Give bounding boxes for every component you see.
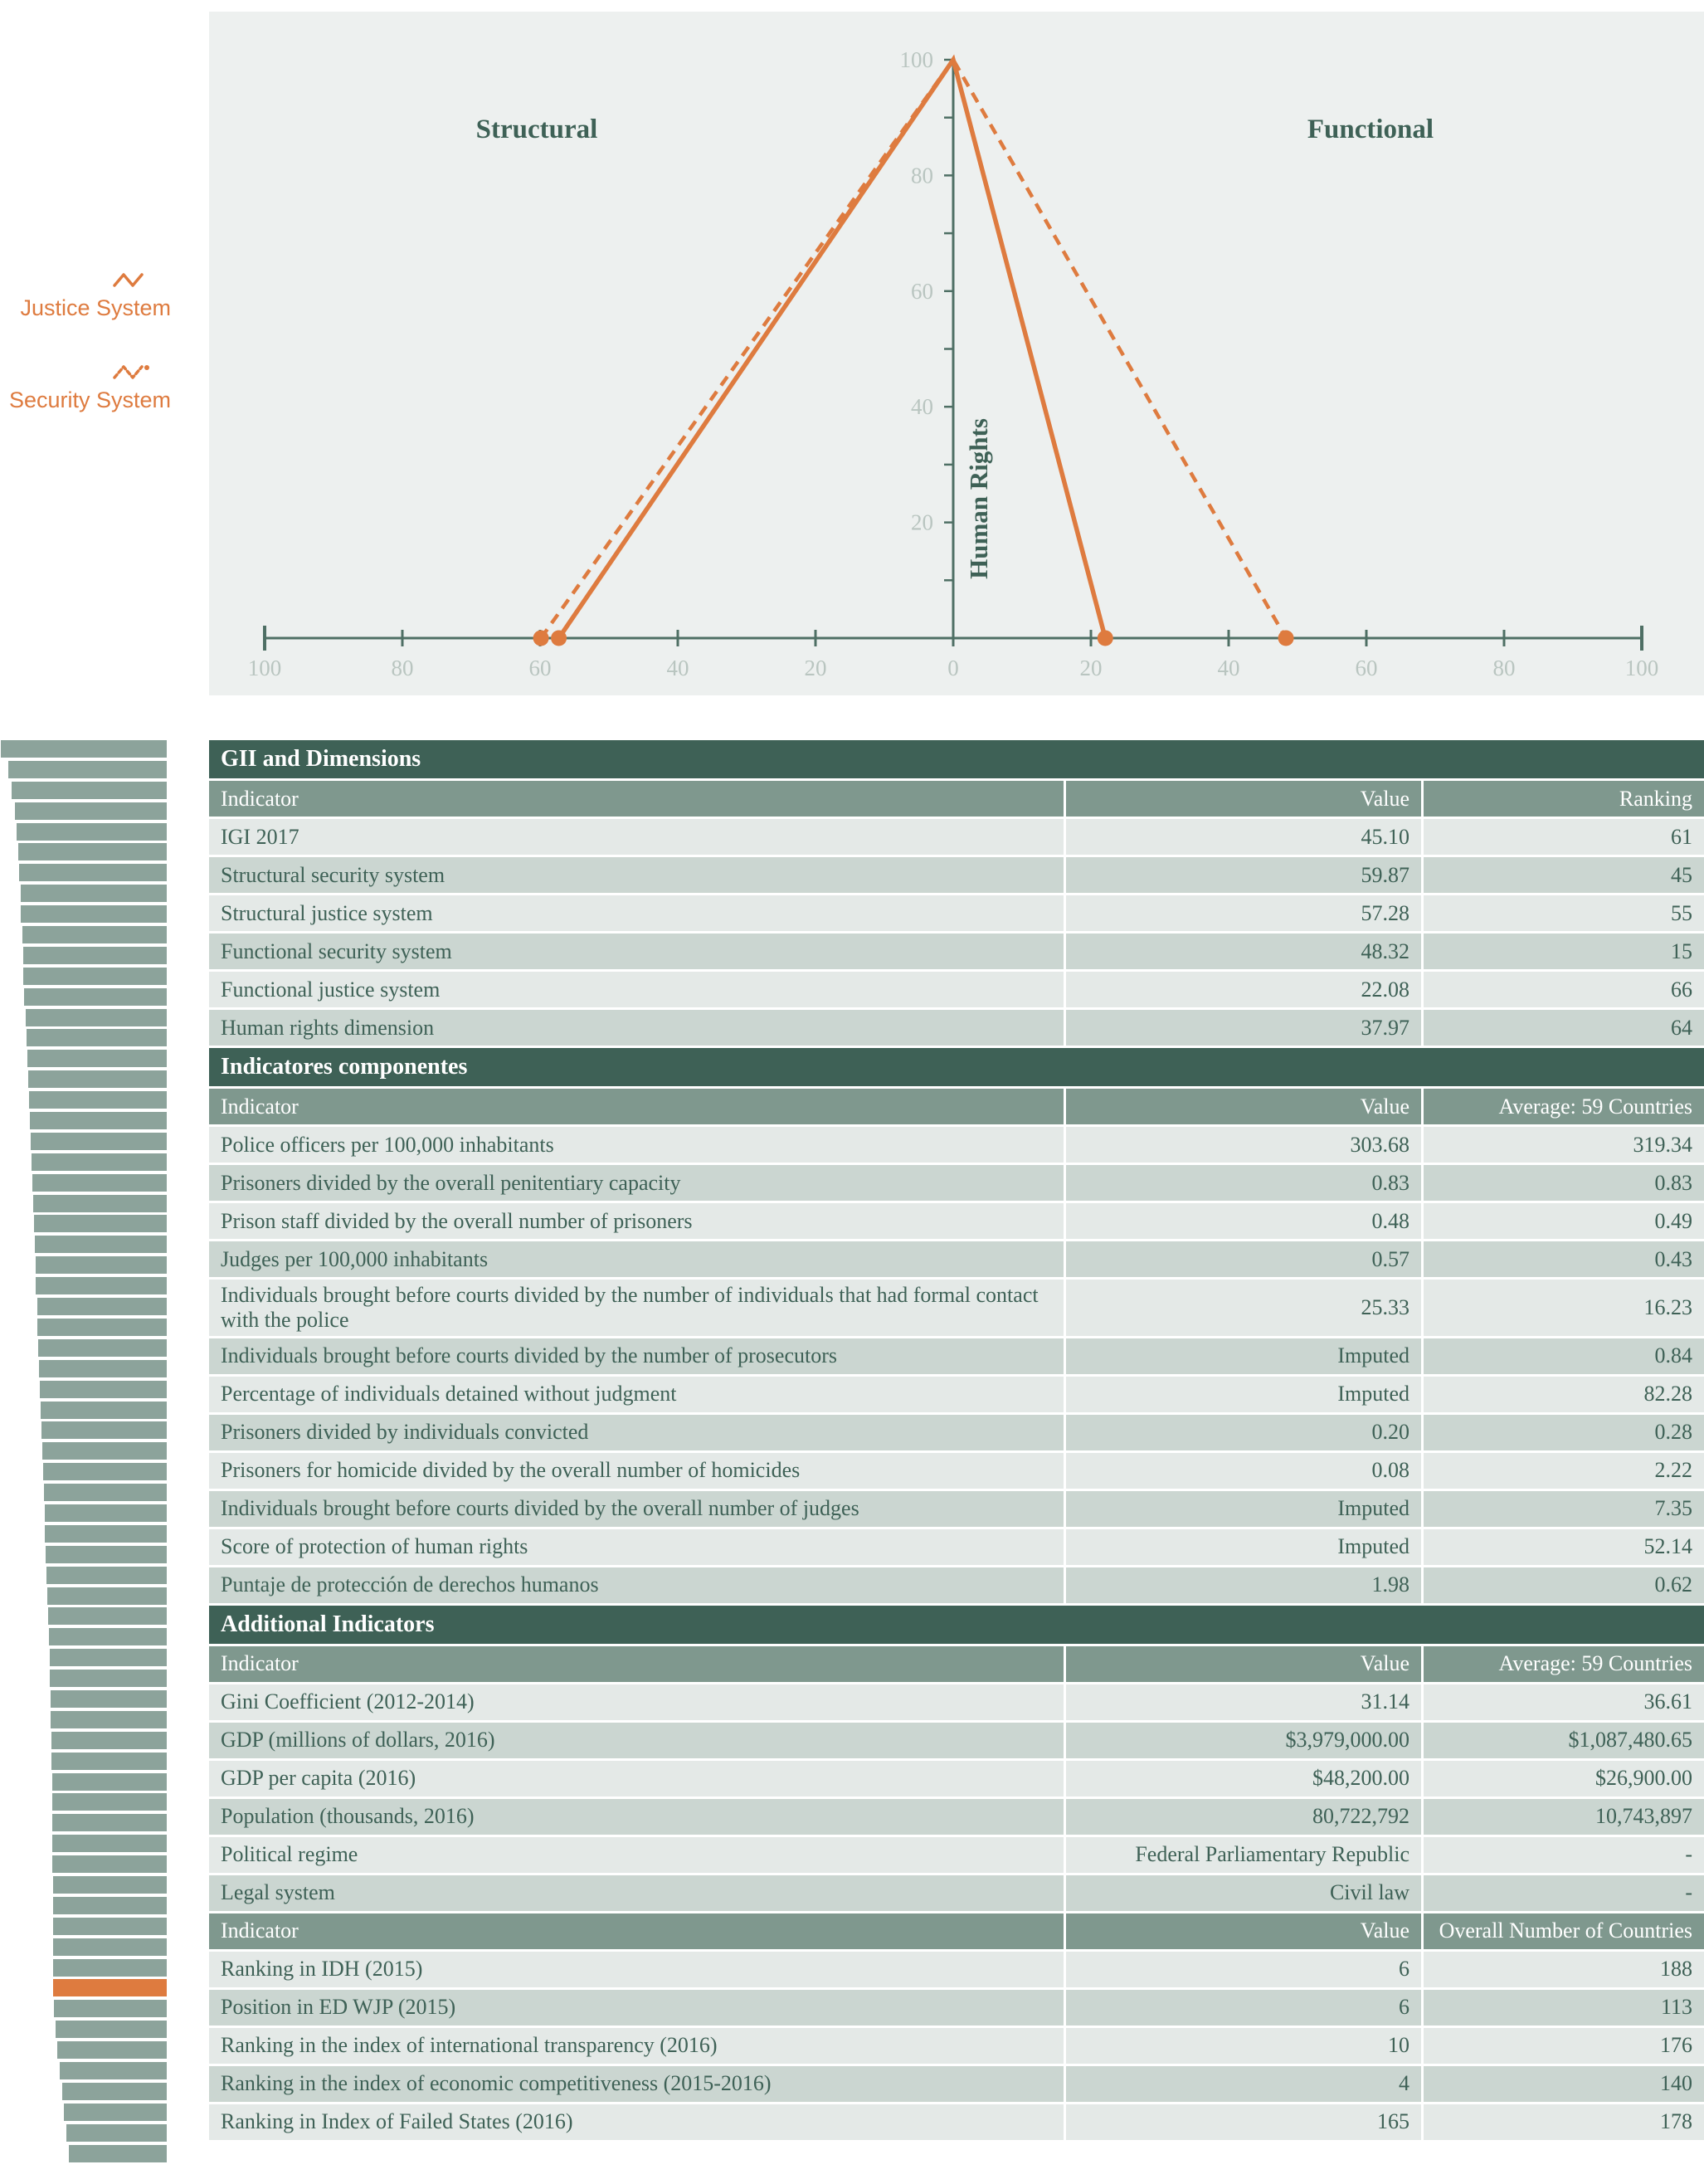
ranking-bar <box>43 1463 167 1480</box>
value-cell: Imputed <box>1066 1529 1421 1565</box>
ranking-bar <box>48 1607 167 1625</box>
ranking-bar <box>37 1319 167 1336</box>
indicator-cell: Ranking in IDH (2015) <box>209 1952 1064 1987</box>
indicator-cell: Individuals brought before courts divided by the number of individuals that had formal contact with the police <box>209 1280 1064 1336</box>
value-cell: 25.33 <box>1066 1280 1421 1336</box>
value-cell: 59.87 <box>1066 857 1421 893</box>
value-cell: 176 <box>1424 2028 1704 2064</box>
ranking-bar <box>56 2021 167 2038</box>
ranking-bar <box>36 1256 167 1274</box>
y-axis-tick-label: 80 <box>911 163 933 188</box>
value-cell: Civil law <box>1066 1875 1421 1911</box>
indicator-cell: Judges per 100,000 inhabitants <box>209 1241 1064 1277</box>
ranking-bar <box>32 1153 167 1171</box>
column-header: Overall Number of Countries <box>1424 1913 1704 1949</box>
column-header: Indicator <box>209 1913 1064 1949</box>
indicator-cell: Police officers per 100,000 inhabitants <box>209 1127 1064 1163</box>
table-row <box>209 972 1704 1007</box>
ranking-bar <box>23 947 168 964</box>
ranking-bar <box>46 1567 167 1584</box>
indicator-cell: Legal system <box>209 1875 1064 1911</box>
value-cell: 0.28 <box>1424 1415 1704 1450</box>
x-axis-tick-label: 20 <box>1079 656 1103 680</box>
ranking-bar <box>64 2104 167 2121</box>
ranking-bar <box>34 1215 167 1232</box>
value-cell: 0.20 <box>1066 1415 1421 1450</box>
indicator-cell: Individuals brought before courts divided by the overall number of judges <box>209 1491 1064 1527</box>
legend-label-justice-system: Justice System <box>20 295 171 320</box>
indicator-cell: Prison staff divided by the overall number of prisoners <box>209 1203 1064 1239</box>
indicator-cell: Population (thousands, 2016) <box>209 1799 1064 1835</box>
column-header: Average: 59 Countries <box>1424 1089 1704 1124</box>
indicator-cell: Ranking in the index of economic competitiveness (2015-2016) <box>209 2066 1064 2102</box>
table-row <box>209 1338 1704 1374</box>
ranking-bar <box>53 1876 168 1894</box>
value-cell: $1,087,480.65 <box>1424 1723 1704 1758</box>
ranking-bar <box>35 1236 167 1253</box>
value-cell: 48.32 <box>1066 934 1421 969</box>
table-row <box>209 1165 1704 1201</box>
table-row <box>209 1280 1704 1336</box>
ranking-bar <box>32 1174 167 1192</box>
ranking-bar <box>30 1112 167 1129</box>
indicator-cell: Functional security system <box>209 934 1064 969</box>
column-header: Ranking <box>1424 781 1704 817</box>
ranking-bar <box>51 1711 167 1728</box>
ranking-bar <box>41 1402 167 1419</box>
value-cell: 10 <box>1066 2028 1421 2064</box>
indicator-cell: Ranking in the index of international transparency (2016) <box>209 2028 1064 2064</box>
structural-axis-title: Structural <box>475 115 598 144</box>
value-cell: 22.08 <box>1066 972 1421 1007</box>
ranking-bar <box>62 2083 167 2100</box>
legend-label-security-system: Security System <box>8 388 171 412</box>
ranking-bar <box>44 1484 167 1501</box>
indicator-cell: Political regime <box>209 1837 1064 1873</box>
ranking-bar <box>45 1504 167 1522</box>
ranking-bar <box>23 968 167 985</box>
table-row <box>209 1567 1704 1603</box>
x-axis-tick-label: 80 <box>1492 656 1516 680</box>
table-row <box>209 1377 1704 1412</box>
value-cell: 16.23 <box>1424 1280 1704 1336</box>
ranking-bar <box>15 802 167 820</box>
y-axis-tick-label: 40 <box>911 394 933 420</box>
table-row <box>209 1127 1704 1163</box>
ranking-bar <box>26 1009 167 1026</box>
ranking-bar <box>24 988 167 1006</box>
indicator-cell: Prisoners divided by individuals convicted <box>209 1415 1064 1450</box>
indicator-cell: Percentage of individuals detained without judgment <box>209 1377 1064 1412</box>
value-cell: 52.14 <box>1424 1529 1704 1565</box>
value-cell: 10,743,897 <box>1424 1799 1704 1835</box>
ranking-bar <box>52 1814 167 1831</box>
section-header: GII and Dimensions <box>209 740 1704 778</box>
x-axis-tick-label: 80 <box>391 656 414 680</box>
indicator-cell: GDP per capita (2016) <box>209 1761 1064 1796</box>
table-row <box>209 1684 1704 1720</box>
value-cell: 55 <box>1424 895 1704 931</box>
ranking-bar <box>33 1195 167 1212</box>
ranking-bar <box>12 782 167 799</box>
functional-axis-title: Functional <box>1307 115 1434 144</box>
table-row <box>209 819 1704 855</box>
value-cell: 0.49 <box>1424 1203 1704 1239</box>
value-cell: 7.35 <box>1424 1491 1704 1527</box>
table-row <box>209 895 1704 931</box>
indicator-cell: GDP (millions of dollars, 2016) <box>209 1723 1064 1758</box>
ranking-bar <box>36 1277 167 1294</box>
value-cell: 165 <box>1066 2104 1421 2140</box>
column-header: Average: 59 Countries <box>1424 1646 1704 1682</box>
table-row <box>209 1241 1704 1277</box>
table-row <box>209 1010 1704 1046</box>
indicator-cell: Prisoners for homicide divided by the overall number of homicides <box>209 1453 1064 1489</box>
table-row <box>209 1990 1704 2026</box>
ranking-bar <box>18 843 168 860</box>
section-header: Indicatores componentes <box>209 1048 1704 1086</box>
ranking-bar <box>51 1690 167 1708</box>
indicator-cell: Puntaje de protección de derechos humanos <box>209 1567 1064 1603</box>
table-row <box>209 1723 1704 1758</box>
indicator-cell: Gini Coefficient (2012-2014) <box>209 1684 1064 1720</box>
value-cell: 0.83 <box>1424 1165 1704 1201</box>
ranking-bar <box>57 2041 167 2059</box>
indicator-cell: Prisoners divided by the overall penitentiary capacity <box>209 1165 1064 1201</box>
column-header: Value <box>1066 1913 1421 1949</box>
value-cell: 45.10 <box>1066 819 1421 855</box>
ranking-bar <box>21 885 167 902</box>
value-cell: 64 <box>1424 1010 1704 1046</box>
ranking-bar <box>21 905 167 923</box>
ranking-bar <box>52 1773 168 1791</box>
ranking-bar <box>31 1133 167 1150</box>
ranking-bar <box>66 2124 167 2142</box>
value-cell: 37.97 <box>1066 1010 1421 1046</box>
y-axis-tick-label: 100 <box>899 47 933 72</box>
y-axis-tick-label: 60 <box>911 278 933 304</box>
value-cell: 113 <box>1424 1990 1704 2026</box>
value-cell: 2.22 <box>1424 1453 1704 1489</box>
value-cell: 80,722,792 <box>1066 1799 1421 1835</box>
indicator-cell: Position in ED WJP (2015) <box>209 1990 1064 2026</box>
value-cell: Imputed <box>1066 1377 1421 1412</box>
ranking-bar <box>52 1855 167 1873</box>
x-axis-tick-label: 0 <box>947 656 959 680</box>
indicator-cell: IGI 2017 <box>209 819 1064 855</box>
column-header-row <box>209 1089 1704 1124</box>
value-cell: 188 <box>1424 1952 1704 1987</box>
value-cell: 4 <box>1066 2066 1421 2102</box>
table-row <box>209 2066 1704 2102</box>
table-row <box>209 1952 1704 1987</box>
x-axis-tick-label: 40 <box>1217 656 1240 680</box>
ranking-bar <box>28 1070 167 1088</box>
ranking-bar <box>52 1835 167 1852</box>
ranking-bar-chart <box>0 740 167 2162</box>
table-row <box>209 1491 1704 1527</box>
value-cell: $3,979,000.00 <box>1066 1723 1421 1758</box>
ranking-bar <box>60 2062 167 2079</box>
section-header: Additional Indicators <box>209 1606 1704 1644</box>
indicator-cell: Individuals brought before courts divided by the number of prosecutors <box>209 1338 1064 1374</box>
table-row <box>209 2104 1704 2140</box>
column-header: Value <box>1066 1646 1421 1682</box>
table-row <box>209 2028 1704 2064</box>
ranking-bar <box>49 1628 167 1645</box>
value-cell: $26,900.00 <box>1424 1761 1704 1796</box>
y-axis-tick-label: 20 <box>911 509 933 535</box>
ranking-bar <box>27 1050 167 1067</box>
value-cell: 57.28 <box>1066 895 1421 931</box>
ranking-bar <box>53 1897 167 1914</box>
table-row <box>209 1875 1704 1911</box>
value-cell: 45 <box>1424 857 1704 893</box>
ranking-bar <box>37 1298 168 1315</box>
value-cell: Federal Parliamentary Republic <box>1066 1837 1421 1873</box>
value-cell: 319.34 <box>1424 1127 1704 1163</box>
x-axis-tick-label: 100 <box>1624 656 1659 680</box>
value-cell: 6 <box>1066 1952 1421 1987</box>
value-cell: 1.98 <box>1066 1567 1421 1603</box>
ranking-bar <box>27 1029 167 1046</box>
ranking-bar <box>51 1732 167 1749</box>
ranking-bar <box>41 1421 167 1439</box>
value-cell: 140 <box>1424 2066 1704 2102</box>
ranking-bar <box>1 740 167 758</box>
table-row <box>209 857 1704 893</box>
ranking-bar <box>22 926 167 943</box>
value-cell: 0.48 <box>1066 1203 1421 1239</box>
x-axis-tick-label: 60 <box>528 656 552 680</box>
column-header-row <box>209 1913 1704 1949</box>
table-row <box>209 1761 1704 1796</box>
value-cell: 0.84 <box>1424 1338 1704 1374</box>
x-axis-tick-label: 60 <box>1355 656 1378 680</box>
value-cell: 178 <box>1424 2104 1704 2140</box>
indicator-cell: Human rights dimension <box>209 1010 1064 1046</box>
indicator-table <box>209 740 1704 2143</box>
ranking-bar <box>53 1918 167 1935</box>
value-cell: $48,200.00 <box>1066 1761 1421 1796</box>
column-header-row <box>209 1646 1704 1682</box>
value-cell: 0.57 <box>1066 1241 1421 1277</box>
solid-line-icon <box>113 271 151 290</box>
table-row <box>209 1203 1704 1239</box>
dimensions-chart-panel <box>209 12 1704 695</box>
chart-legend <box>0 271 171 413</box>
value-cell: 0.08 <box>1066 1453 1421 1489</box>
value-cell: 0.62 <box>1424 1567 1704 1603</box>
ranking-bar <box>53 1959 167 1977</box>
value-cell: 31.14 <box>1066 1684 1421 1720</box>
table-row <box>209 1415 1704 1450</box>
column-header: Value <box>1066 1089 1421 1124</box>
security-system-data-point <box>533 631 549 646</box>
section-header-row <box>209 740 1704 778</box>
ranking-bar <box>38 1339 167 1357</box>
legend-item-justice-system <box>0 271 171 321</box>
x-axis-tick-label: 40 <box>666 656 689 680</box>
security-system-line <box>541 60 1286 638</box>
value-cell: 36.61 <box>1424 1684 1704 1720</box>
security-system-data-point <box>1278 631 1294 646</box>
indicator-cell: Structural justice system <box>209 895 1064 931</box>
x-axis-tick-label: 20 <box>804 656 827 680</box>
table-row <box>209 934 1704 969</box>
section-header-row <box>209 1606 1704 1644</box>
value-cell: 0.83 <box>1066 1165 1421 1201</box>
value-cell: 303.68 <box>1066 1127 1421 1163</box>
dashed-line-icon <box>113 363 151 383</box>
value-cell: 82.28 <box>1424 1377 1704 1412</box>
value-cell: 6 <box>1066 1990 1421 2026</box>
indicator-cell: Functional justice system <box>209 972 1064 1007</box>
ranking-bar <box>40 1381 167 1398</box>
column-header: Value <box>1066 781 1421 817</box>
column-header: Indicator <box>209 1646 1064 1682</box>
ranking-bar <box>19 864 167 881</box>
ranking-bar <box>45 1525 167 1543</box>
value-cell: Imputed <box>1066 1338 1421 1374</box>
ranking-bar <box>69 2145 167 2162</box>
ranking-bar <box>29 1091 167 1109</box>
value-cell: Imputed <box>1066 1491 1421 1527</box>
ranking-bar <box>17 823 167 841</box>
value-cell: 0.43 <box>1424 1241 1704 1277</box>
ranking-bar <box>51 1753 167 1770</box>
dimensions-chart-svg <box>209 12 1704 695</box>
human-rights-axis-title: Human Rights <box>964 418 993 579</box>
ranking-bar <box>54 2000 167 2017</box>
value-cell: - <box>1424 1875 1704 1911</box>
value-cell: 15 <box>1424 934 1704 969</box>
indicator-cell: Ranking in Index of Failed States (2016) <box>209 2104 1064 2140</box>
x-axis-tick-label: 100 <box>247 656 282 680</box>
ranking-bar <box>39 1360 167 1377</box>
column-header: Indicator <box>209 781 1064 817</box>
column-header: Indicator <box>209 1089 1064 1124</box>
table-row <box>209 1529 1704 1565</box>
justice-system-line <box>559 60 1106 638</box>
ranking-bar <box>52 1793 167 1811</box>
table-row <box>209 1799 1704 1835</box>
ranking-bar <box>50 1670 167 1687</box>
justice-system-data-point <box>551 631 567 646</box>
table-row <box>209 1453 1704 1489</box>
column-header-row <box>209 781 1704 817</box>
justice-system-data-point <box>1098 631 1113 646</box>
ranking-bar <box>8 761 168 778</box>
section-header-row <box>209 1048 1704 1086</box>
ranking-bar <box>46 1546 167 1563</box>
ranking-bar <box>50 1649 167 1666</box>
table-row <box>209 1837 1704 1873</box>
ranking-bar <box>53 1938 167 1956</box>
indicator-cell: Score of protection of human rights <box>209 1529 1064 1565</box>
value-cell: 61 <box>1424 819 1704 855</box>
legend-item-security-system <box>0 363 171 413</box>
ranking-bar <box>42 1442 167 1460</box>
indicator-cell: Structural security system <box>209 857 1064 893</box>
value-cell: 66 <box>1424 972 1704 1007</box>
value-cell: - <box>1424 1837 1704 1873</box>
ranking-bar-highlighted <box>53 1979 167 1996</box>
ranking-bar <box>47 1587 167 1605</box>
